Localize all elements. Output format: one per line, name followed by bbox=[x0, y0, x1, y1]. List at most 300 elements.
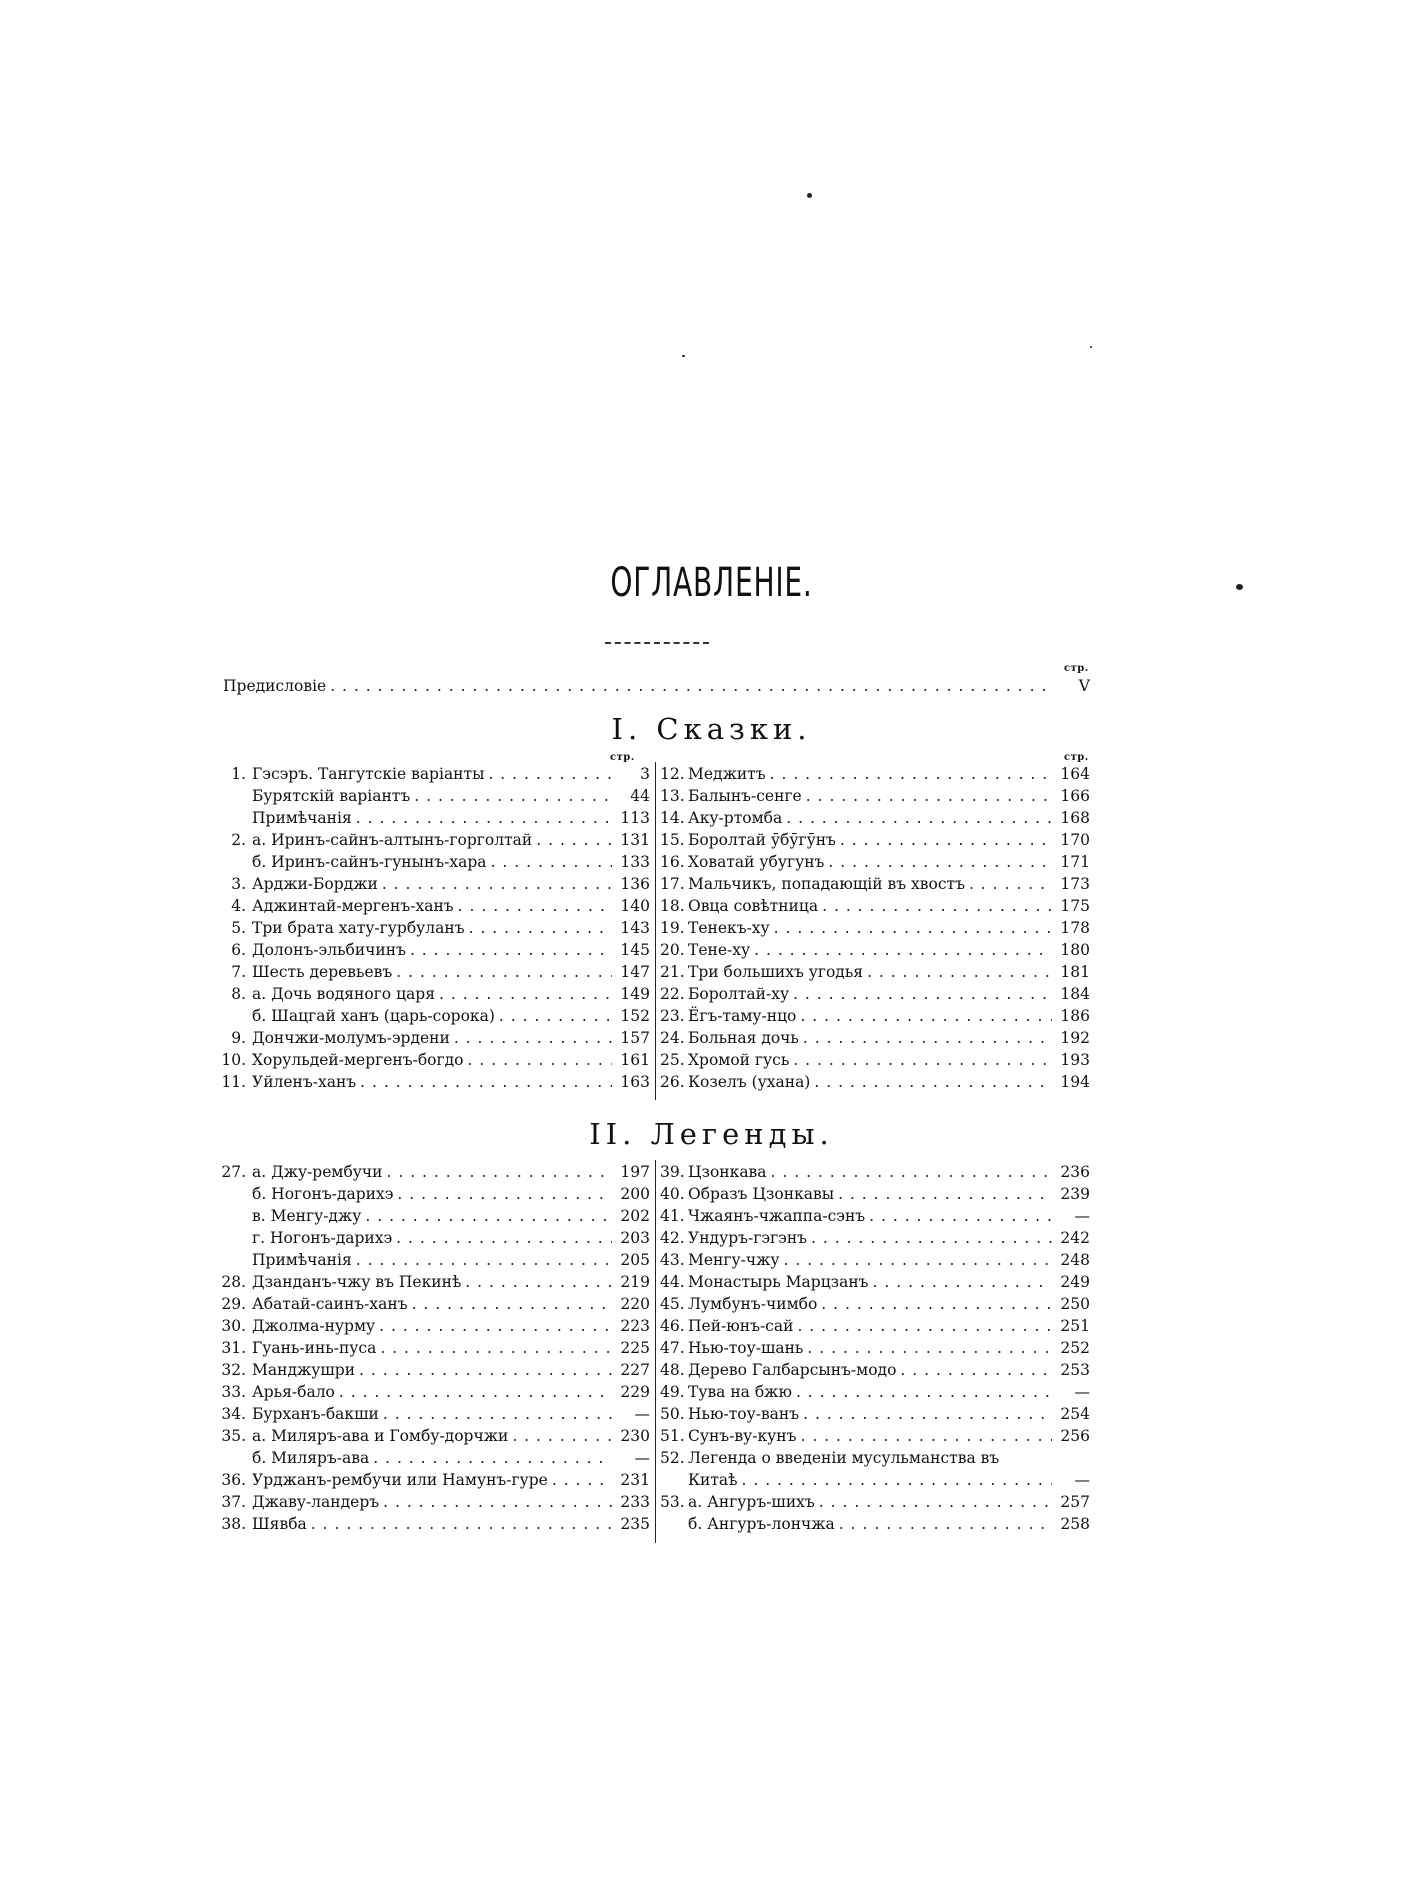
entry-page: 170 bbox=[1060, 831, 1090, 849]
entry-number: 51. bbox=[660, 1427, 685, 1445]
toc-entry[interactable] bbox=[210, 1447, 650, 1469]
entry-page: 171 bbox=[1060, 853, 1090, 871]
entry-title: б. Ангуръ-лончжа bbox=[688, 1515, 835, 1533]
entry-title: Три брата хату-гурбуланъ bbox=[252, 919, 465, 937]
entry-title: Аку-ртомба bbox=[688, 809, 783, 827]
toc-entry[interactable] bbox=[660, 961, 1090, 983]
dot-leader bbox=[311, 1513, 612, 1535]
entry-title: Больная дочь bbox=[688, 1029, 799, 1047]
entry-page: 44 bbox=[630, 787, 650, 805]
entry-title: Дзанданъ-чжу въ Пекинѣ bbox=[252, 1273, 462, 1291]
entry-page: 193 bbox=[1060, 1051, 1090, 1069]
entry-title: Китаѣ bbox=[688, 1471, 738, 1489]
toc-entry[interactable] bbox=[210, 1049, 650, 1071]
toc-entry[interactable] bbox=[210, 785, 650, 807]
dot-leader bbox=[356, 807, 612, 829]
dot-leader bbox=[774, 917, 1052, 939]
entry-page: 254 bbox=[1060, 1405, 1090, 1423]
entry-number: 1. bbox=[231, 765, 246, 783]
entry-number: 31. bbox=[221, 1339, 246, 1357]
entry-number: 45. bbox=[660, 1295, 685, 1313]
entry-title: б. Шацгай ханъ (царь-сорока) bbox=[252, 1007, 495, 1025]
entry-page: 180 bbox=[1060, 941, 1090, 959]
toc-entry[interactable] bbox=[210, 807, 650, 829]
entry-page: 249 bbox=[1060, 1273, 1090, 1291]
entry-number: 7. bbox=[231, 963, 246, 981]
entry-title: а. Джу-рембучи bbox=[252, 1163, 383, 1181]
dot-leader bbox=[771, 1161, 1052, 1183]
dot-leader bbox=[814, 1071, 1052, 1093]
dot-leader bbox=[414, 785, 612, 807]
entry-title: Сунъ-ву-кунъ bbox=[688, 1427, 797, 1445]
toc-entry[interactable] bbox=[660, 763, 1090, 785]
entry-title: б. Ногонъ-дарихэ bbox=[252, 1185, 394, 1203]
dot-leader bbox=[840, 829, 1052, 851]
entry-number: 47. bbox=[660, 1339, 685, 1357]
entry-number: 52. bbox=[660, 1449, 685, 1467]
toc-entry[interactable] bbox=[660, 1337, 1090, 1359]
dot-leader bbox=[383, 1491, 612, 1513]
entry-page: 166 bbox=[1060, 787, 1090, 805]
entry-number: 6. bbox=[231, 941, 246, 959]
entry-page: 203 bbox=[620, 1229, 650, 1247]
entry-number: 13. bbox=[660, 787, 685, 805]
entry-page: — bbox=[1074, 1471, 1090, 1489]
entry-number: 9. bbox=[231, 1029, 246, 1047]
toc-entry[interactable] bbox=[660, 873, 1090, 895]
entry-title: а. Дочь водяного царя bbox=[252, 985, 435, 1003]
toc-entry[interactable] bbox=[660, 895, 1090, 917]
dot-leader bbox=[396, 1227, 612, 1249]
entry-page: 220 bbox=[620, 1295, 650, 1313]
toc-entry[interactable] bbox=[210, 1161, 650, 1183]
entry-title: а. Миляръ-ава и Гомбу-дорчжи bbox=[252, 1427, 509, 1445]
entry-title: Примѣчанія bbox=[252, 809, 352, 827]
entry-title: Джаву-ландеръ bbox=[252, 1493, 380, 1511]
entry-title: Ундуръ-гэгэнъ bbox=[688, 1229, 808, 1247]
entry-page: 258 bbox=[1060, 1515, 1090, 1533]
page-title: ОГЛАВЛЕНІЕ. bbox=[610, 560, 813, 606]
column-divider bbox=[655, 1160, 656, 1543]
dot-leader bbox=[803, 1027, 1052, 1049]
dot-leader bbox=[382, 873, 612, 895]
entry-number: 4. bbox=[231, 897, 246, 915]
toc-entry[interactable] bbox=[210, 917, 650, 939]
entry-number: 21. bbox=[660, 963, 685, 981]
entry-title: Легенда о введеніи мусульманства въ bbox=[688, 1449, 1000, 1467]
entry-title: Тува на бжю bbox=[688, 1383, 792, 1401]
dot-leader bbox=[742, 1469, 1053, 1491]
dot-leader bbox=[468, 1049, 612, 1071]
entry-number: 33. bbox=[221, 1383, 246, 1401]
entry-page: 250 bbox=[1060, 1295, 1090, 1313]
entry-page: 157 bbox=[620, 1029, 650, 1047]
toc-entry[interactable] bbox=[660, 851, 1090, 873]
dot-leader bbox=[822, 895, 1052, 917]
toc-entry[interactable] bbox=[210, 1293, 650, 1315]
dot-leader bbox=[873, 1271, 1052, 1293]
dot-leader bbox=[801, 1425, 1053, 1447]
entry-number: 44. bbox=[660, 1273, 685, 1291]
entry-title: Долонъ-эльбичинъ bbox=[252, 941, 406, 959]
entry-title: Нью-тоу-ванъ bbox=[688, 1405, 800, 1423]
dot-leader bbox=[819, 1491, 1052, 1513]
entry-title: Тене-ху bbox=[688, 941, 751, 959]
dot-leader bbox=[797, 1315, 1052, 1337]
entry-title: Ёгъ-таму-нцо bbox=[688, 1007, 797, 1025]
dot-leader bbox=[383, 1403, 612, 1425]
column-divider bbox=[655, 762, 656, 1100]
entry-number: 24. bbox=[660, 1029, 685, 1047]
entry-page: 131 bbox=[620, 831, 650, 849]
dot-leader bbox=[786, 807, 1052, 829]
entry-page: 163 bbox=[620, 1073, 650, 1091]
toc-entry[interactable] bbox=[210, 1205, 650, 1227]
section-title-legends: II. Легенды. bbox=[589, 1117, 834, 1151]
entry-title: а. Ангуръ-шихъ bbox=[688, 1493, 815, 1511]
entry-title: Нью-тоу-шань bbox=[688, 1339, 804, 1357]
entry-number: 15. bbox=[660, 831, 685, 849]
toc-entry[interactable] bbox=[660, 1005, 1090, 1027]
dot-leader bbox=[458, 895, 612, 917]
toc-entry[interactable] bbox=[660, 1249, 1090, 1271]
dot-leader bbox=[806, 785, 1052, 807]
entry-title: Гуань-инь-пуса bbox=[252, 1339, 377, 1357]
dot-leader bbox=[793, 983, 1052, 1005]
entry-number: 35. bbox=[221, 1427, 246, 1445]
toc-entry[interactable] bbox=[660, 1315, 1090, 1337]
dot-leader bbox=[793, 1049, 1052, 1071]
entry-title: Пей-юнъ-сай bbox=[688, 1317, 794, 1335]
entry-number: 14. bbox=[660, 809, 685, 827]
toc-entry[interactable] bbox=[660, 785, 1090, 807]
toc-entry[interactable] bbox=[660, 1227, 1090, 1249]
entry-number: 28. bbox=[221, 1273, 246, 1291]
toc-entry[interactable] bbox=[660, 1183, 1090, 1205]
entry-page: 229 bbox=[620, 1383, 650, 1401]
dot-leader bbox=[397, 1183, 612, 1205]
dot-leader bbox=[412, 1293, 612, 1315]
toc-entry[interactable] bbox=[210, 1425, 650, 1447]
dot-leader bbox=[807, 1337, 1052, 1359]
dot-leader bbox=[811, 1227, 1052, 1249]
entry-number: 34. bbox=[221, 1405, 246, 1423]
entry-page: 227 bbox=[620, 1361, 650, 1379]
toc-entry[interactable] bbox=[660, 829, 1090, 851]
entry-page: 231 bbox=[620, 1471, 650, 1489]
toc-entry[interactable] bbox=[660, 1271, 1090, 1293]
entry-title: Бурятскій варіантъ bbox=[252, 787, 411, 805]
dot-leader bbox=[356, 1249, 612, 1271]
entry-title: Арья-бало bbox=[252, 1383, 335, 1401]
scan-speck bbox=[1090, 346, 1092, 348]
entry-page: 136 bbox=[620, 875, 650, 893]
preface-text: Предисловіе bbox=[223, 677, 327, 695]
entry-title: Лумбунъ-чимбо bbox=[688, 1295, 818, 1313]
toc-entry[interactable] bbox=[660, 1161, 1090, 1183]
entry-page: 184 bbox=[1060, 985, 1090, 1003]
entry-number: 37. bbox=[221, 1493, 246, 1511]
entry-number: 10. bbox=[221, 1051, 246, 1069]
section-title-tales: I. Сказки. bbox=[611, 712, 812, 746]
entry-title: Мальчикъ, попадающій въ хвостъ bbox=[688, 875, 965, 893]
entry-title: Боролтай ӯбӯгӯнъ bbox=[688, 831, 836, 849]
dot-leader bbox=[783, 1249, 1052, 1271]
dot-leader bbox=[800, 1005, 1052, 1027]
entry-number: 17. bbox=[660, 875, 685, 893]
dot-leader bbox=[499, 1005, 612, 1027]
entry-page: 202 bbox=[620, 1207, 650, 1225]
entry-page: 223 bbox=[620, 1317, 650, 1335]
toc-entry[interactable] bbox=[660, 1027, 1090, 1049]
toc-entry[interactable] bbox=[210, 961, 650, 983]
dot-leader bbox=[465, 1271, 612, 1293]
entry-page: 219 bbox=[620, 1273, 650, 1291]
entry-title: б. Миляръ-ава bbox=[252, 1449, 370, 1467]
entry-number: 30. bbox=[221, 1317, 246, 1335]
entry-page: 168 bbox=[1060, 809, 1090, 827]
toc-entry[interactable] bbox=[660, 983, 1090, 1005]
title-rule bbox=[605, 642, 709, 644]
entry-title: а. Иринъ-сайнъ-алтынъ-горголтай bbox=[252, 831, 533, 849]
dot-leader bbox=[410, 939, 612, 961]
entry-number: 25. bbox=[660, 1051, 685, 1069]
entry-number: 40. bbox=[660, 1185, 685, 1203]
entry-number: 23. bbox=[660, 1007, 685, 1025]
dot-leader bbox=[512, 1425, 612, 1447]
entry-page: 186 bbox=[1060, 1007, 1090, 1025]
entry-number: 18. bbox=[660, 897, 685, 915]
toc-entry[interactable] bbox=[210, 1315, 650, 1337]
entry-page: 175 bbox=[1060, 897, 1090, 915]
entry-title: г. Ногонъ-дарихэ bbox=[252, 1229, 393, 1247]
toc-entry[interactable] bbox=[210, 939, 650, 961]
dot-leader bbox=[491, 851, 612, 873]
toc-entry[interactable] bbox=[660, 1359, 1090, 1381]
entry-page: 233 bbox=[620, 1493, 650, 1511]
toc-entry[interactable] bbox=[660, 807, 1090, 829]
entry-title: Гэсэръ. Тангутскіе варіанты bbox=[252, 765, 485, 783]
entry-number: 43. bbox=[660, 1251, 685, 1269]
toc-entry[interactable] bbox=[210, 1359, 650, 1381]
entry-title: Аджинтай-мергенъ-ханъ bbox=[252, 897, 454, 915]
entry-title: Абатай-саинъ-ханъ bbox=[252, 1295, 408, 1313]
entry-page: 205 bbox=[620, 1251, 650, 1269]
entry-title: Чжаянъ-чжаппа-сэнъ bbox=[688, 1207, 866, 1225]
entry-number: 39. bbox=[660, 1163, 685, 1181]
dot-leader bbox=[396, 961, 612, 983]
toc-entry[interactable] bbox=[660, 1425, 1090, 1447]
toc-entry[interactable] bbox=[660, 1071, 1090, 1093]
entry-page: 225 bbox=[620, 1339, 650, 1357]
entry-title: Манджушри bbox=[252, 1361, 356, 1379]
entry-page: 257 bbox=[1060, 1493, 1090, 1511]
entry-title: Менгу-чжу bbox=[688, 1251, 780, 1269]
entry-number: 48. bbox=[660, 1361, 685, 1379]
dot-leader bbox=[552, 1469, 612, 1491]
entry-page: 239 bbox=[1060, 1185, 1090, 1203]
entry-title: Балынъ-сенге bbox=[688, 787, 802, 805]
toc-entry[interactable] bbox=[210, 983, 650, 1005]
entry-title: Хромой гусь bbox=[688, 1051, 790, 1069]
page-col-label: стр. bbox=[1064, 663, 1089, 674]
entry-page: 152 bbox=[620, 1007, 650, 1025]
entry-number: 29. bbox=[221, 1295, 246, 1313]
dot-leader bbox=[488, 763, 612, 785]
toc-entry[interactable] bbox=[210, 1469, 650, 1491]
entry-number: 49. bbox=[660, 1383, 685, 1401]
entry-title: Овца совѣтница bbox=[688, 897, 819, 915]
toc-entry[interactable] bbox=[210, 1005, 650, 1027]
dot-leader bbox=[330, 675, 1052, 697]
entry-page: 133 bbox=[620, 853, 650, 871]
entry-title: Джолма-нурму bbox=[252, 1317, 376, 1335]
entry-page: 230 bbox=[620, 1427, 650, 1445]
entry-title: Дончжи-молумъ-эрдени bbox=[252, 1029, 450, 1047]
toc-entry[interactable] bbox=[210, 1403, 650, 1425]
toc-entry[interactable] bbox=[210, 873, 650, 895]
dot-leader bbox=[867, 961, 1052, 983]
entry-page: 113 bbox=[620, 809, 650, 827]
entry-number: 53. bbox=[660, 1493, 685, 1511]
entry-page: 149 bbox=[620, 985, 650, 1003]
entry-page: 3 bbox=[640, 765, 650, 783]
toc-entry[interactable] bbox=[210, 1513, 650, 1535]
entry-number: 46. bbox=[660, 1317, 685, 1335]
entry-page: 181 bbox=[1060, 963, 1090, 981]
entry-page: 173 bbox=[1060, 875, 1090, 893]
toc-entry[interactable] bbox=[660, 917, 1090, 939]
toc-entry[interactable] bbox=[660, 1513, 1090, 1535]
entry-page: 251 bbox=[1060, 1317, 1090, 1335]
toc-entry[interactable] bbox=[660, 1447, 1090, 1469]
toc-entry[interactable] bbox=[210, 895, 650, 917]
entry-page: 197 bbox=[620, 1163, 650, 1181]
entry-page: — bbox=[1074, 1383, 1090, 1401]
toc-entry[interactable] bbox=[210, 1271, 650, 1293]
toc-entry[interactable] bbox=[660, 1381, 1090, 1403]
entry-page: 143 bbox=[620, 919, 650, 937]
entry-page: 253 bbox=[1060, 1361, 1090, 1379]
toc-entry[interactable] bbox=[210, 1071, 650, 1093]
entry-page: 145 bbox=[620, 941, 650, 959]
entry-page: 236 bbox=[1060, 1163, 1090, 1181]
entry-number: 38. bbox=[221, 1515, 246, 1533]
entry-number: 11. bbox=[221, 1073, 246, 1091]
entry-number: 41. bbox=[660, 1207, 685, 1225]
toc-entry[interactable] bbox=[210, 1491, 650, 1513]
entry-title: Меджитъ bbox=[688, 765, 766, 783]
entry-number: 26. bbox=[660, 1073, 685, 1091]
dot-leader bbox=[439, 983, 612, 1005]
entry-number: 27. bbox=[221, 1163, 246, 1181]
scan-speck bbox=[682, 355, 685, 357]
entry-title: Монастырь Марцзанъ bbox=[688, 1273, 869, 1291]
entry-number: 50. bbox=[660, 1405, 685, 1423]
dot-leader bbox=[454, 1027, 612, 1049]
dot-leader bbox=[360, 1071, 612, 1093]
toc-entry[interactable] bbox=[660, 1293, 1090, 1315]
entry-title: Бурханъ-бакши bbox=[252, 1405, 379, 1423]
toc-entry[interactable] bbox=[660, 1469, 1090, 1491]
toc-entry[interactable] bbox=[210, 1249, 650, 1271]
entry-title: Тенекъ-ху bbox=[688, 919, 770, 937]
entry-number: 5. bbox=[231, 919, 246, 937]
entry-title: Урджанъ-рембучи или Намунъ-гуре bbox=[252, 1471, 548, 1489]
dot-leader bbox=[380, 1337, 612, 1359]
toc-entry[interactable] bbox=[210, 1337, 650, 1359]
dot-leader bbox=[828, 851, 1052, 873]
toc-entry[interactable] bbox=[210, 1227, 650, 1249]
entry-number: 12. bbox=[660, 765, 685, 783]
page-col-label: стр. bbox=[1064, 752, 1089, 763]
toc-entry[interactable] bbox=[210, 1027, 650, 1049]
dot-leader bbox=[869, 1205, 1052, 1227]
entry-page: — bbox=[634, 1449, 650, 1467]
dot-leader bbox=[969, 873, 1052, 895]
toc-entry[interactable] bbox=[660, 939, 1090, 961]
entry-title: Образъ Цзонкавы bbox=[688, 1185, 835, 1203]
dot-leader bbox=[900, 1359, 1052, 1381]
dot-leader bbox=[365, 1205, 612, 1227]
toc-entry[interactable] bbox=[210, 829, 650, 851]
entry-page: — bbox=[634, 1405, 650, 1423]
entry-page: 192 bbox=[1060, 1029, 1090, 1047]
toc-entry[interactable] bbox=[660, 1205, 1090, 1227]
entry-page: 194 bbox=[1060, 1073, 1090, 1091]
entry-number: 32. bbox=[221, 1361, 246, 1379]
entry-number: 22. bbox=[660, 985, 685, 1003]
entry-title: Козелъ (ухана) bbox=[688, 1073, 811, 1091]
dot-leader bbox=[770, 763, 1052, 785]
preface-line[interactable] bbox=[223, 675, 1090, 697]
entry-number: 2. bbox=[231, 831, 246, 849]
scan-speck bbox=[807, 193, 812, 198]
dot-leader bbox=[387, 1161, 613, 1183]
dot-leader bbox=[359, 1359, 612, 1381]
entry-number: 16. bbox=[660, 853, 685, 871]
toc-entry[interactable] bbox=[210, 851, 650, 873]
entry-title: Арджи-Борджи bbox=[252, 875, 378, 893]
preface-page: V bbox=[1078, 677, 1090, 695]
entry-number: 36. bbox=[221, 1471, 246, 1489]
toc-entry[interactable] bbox=[210, 763, 650, 785]
toc-entry[interactable] bbox=[660, 1403, 1090, 1425]
entry-page: 200 bbox=[620, 1185, 650, 1203]
entry-page: 161 bbox=[620, 1051, 650, 1069]
entry-title: Цзонкава bbox=[688, 1163, 767, 1181]
entry-page: 256 bbox=[1060, 1427, 1090, 1445]
entry-title: Дерево Галбарсынъ-модо bbox=[688, 1361, 897, 1379]
entry-title: Ховатай убугунъ bbox=[688, 853, 825, 871]
entry-page: 147 bbox=[620, 963, 650, 981]
toc-entry[interactable] bbox=[210, 1381, 650, 1403]
dot-leader bbox=[379, 1315, 612, 1337]
toc-entry[interactable] bbox=[210, 1183, 650, 1205]
entry-page: — bbox=[1074, 1207, 1090, 1225]
entry-title: Шесть деревьевъ bbox=[252, 963, 393, 981]
toc-entry[interactable] bbox=[660, 1491, 1090, 1513]
dot-leader bbox=[373, 1447, 612, 1469]
entry-page: 140 bbox=[620, 897, 650, 915]
entry-title: в. Менгу-джу bbox=[252, 1207, 362, 1225]
dot-leader bbox=[339, 1381, 612, 1403]
entry-title: Боролтай-ху bbox=[688, 985, 790, 1003]
entry-page: 242 bbox=[1060, 1229, 1090, 1247]
toc-entry[interactable] bbox=[660, 1049, 1090, 1071]
entry-title: Примѣчанія bbox=[252, 1251, 352, 1269]
entry-title: Уйленъ-ханъ bbox=[252, 1073, 357, 1091]
